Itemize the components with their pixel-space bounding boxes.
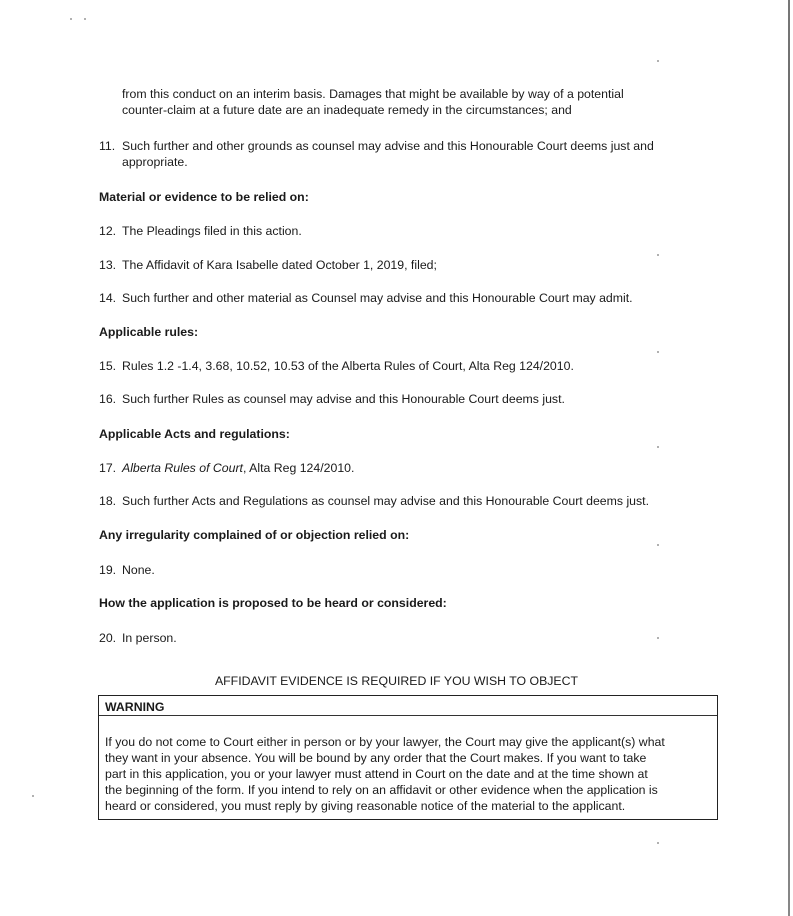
scan-speck [32,795,34,797]
item-text: In person. [122,631,177,645]
item-number: 14. [99,291,117,305]
item-text: The Affidavit of Kara Isabelle dated October 1, 2019, filed; [122,258,437,272]
warning-text [105,734,713,814]
scan-speck [657,842,659,844]
scan-edge [788,0,790,916]
act-title: Alberta Rules of Court [122,461,243,475]
item-text: Rules 1.2 -1.4, 3.68, 10.52, 10.53 of the Alberta Rules of Court, Alta Reg 124/2010. [122,359,574,373]
item-number: 12. [99,224,117,238]
warning-line: If you do not come to Court either in person or by your lawyer, the Court may give the applicant(s) what [105,735,665,749]
heading-how-heard: How the application is proposed to be heard or considered: [99,596,447,610]
heading-acts: Applicable Acts and regulations: [99,427,290,441]
item-number: 17. [99,461,117,475]
scan-speck [84,18,86,20]
scan-speck [657,351,659,353]
item-number: 16. [99,392,117,406]
item-text: Such further and other material as Counsel may advise and this Honourable Court may admit. [122,291,633,305]
item-text: The Pleadings filed in this action. [122,224,302,238]
warning-line: part in this application, you or your lawyer must attend in Court on the date and at the time shown at [105,767,648,781]
item-number: 20. [99,631,117,645]
scan-speck [657,637,659,639]
scan-speck [657,60,659,62]
warning-line: they want in your absence. You will be bound by any order that the Court makes. If you want to take [105,751,647,765]
warning-title: WARNING [105,700,165,714]
intro-line-2: counter-claim at a future date are an inadequate remedy in the circumstances; and [122,103,572,117]
affidavit-notice: AFFIDAVIT EVIDENCE IS REQUIRED IF YOU WISH TO OBJECT [214,674,579,689]
scan-speck [657,544,659,546]
heading-rules: Applicable rules: [99,325,199,339]
warning-box [98,695,718,820]
item-number: 11. [99,139,116,153]
scan-speck [657,254,659,256]
warning-line: heard or considered, you must reply by giving reasonable notice of the material to the applicant. [105,799,626,813]
intro-line-1: from this conduct on an interim basis. Damages that might be available by way of a potential [122,87,624,101]
item-text: None. [122,563,155,577]
item-number: 13. [99,258,117,272]
item-number: 15. [99,359,117,373]
item-text: Alberta Rules of Court, Alta Reg 124/2010. [122,461,355,475]
heading-material: Material or evidence to be relied on: [99,190,309,204]
item-text: Such further Acts and Regulations as counsel may advise and this Honourable Court deems just. [122,494,650,508]
scan-speck [657,446,659,448]
warning-divider [99,715,717,716]
heading-irregularity: Any irregularity complained of or objection relied on: [99,528,410,542]
item-text: Such further and other grounds as counsel may advise and this Honourable Court deems just and appropriate. [122,139,654,169]
scan-speck [70,18,72,20]
item-text: Such further Rules as counsel may advise and this Honourable Court deems just. [122,392,565,406]
item-number: 18. [99,494,117,508]
warning-line: the beginning of the form. If you intend to rely on an affidavit or other evidence when the application is [105,783,658,797]
item-number: 19. [99,563,117,577]
